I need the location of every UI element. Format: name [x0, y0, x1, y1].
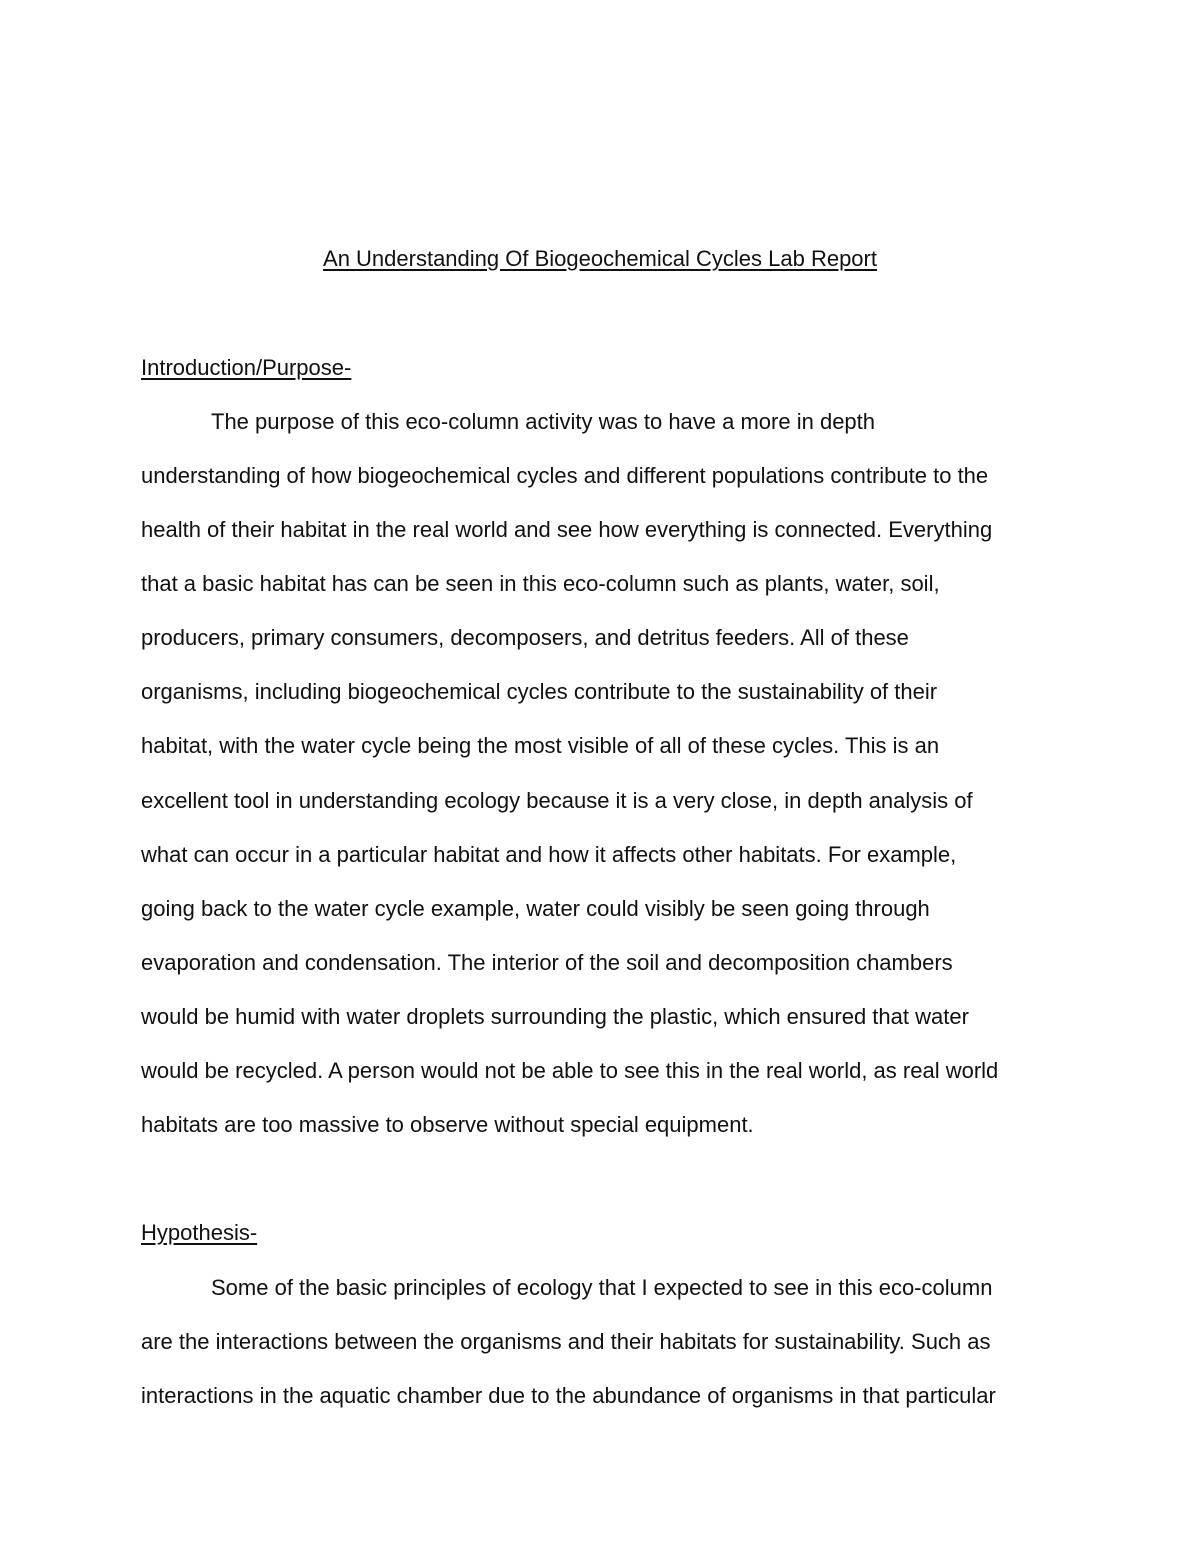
paragraph-line: would be humid with water droplets surrounding the plastic, which ensured that water [141, 1004, 969, 1029]
paragraph-line: that a basic habitat has can be seen in this eco-column such as plants, water, soil, [141, 571, 940, 596]
paragraph-line: habitat, with the water cycle being the most visible of all of these cycles. This is an [141, 733, 940, 758]
paragraph-line: health of their habitat in the real world and see how everything is connected. Everything [141, 517, 993, 542]
paragraph-line: what can occur in a particular habitat and how it affects other habitats. For example, [141, 842, 957, 867]
paragraph-line: producers, primary consumers, decomposers, and detritus feeders. All of these [141, 625, 909, 650]
paragraph-line: interactions in the aquatic chamber due to the abundance of organisms in that particular [141, 1383, 996, 1408]
paragraph-line: organisms, including biogeochemical cycles contribute to the sustainability of their [141, 679, 938, 704]
paragraph-line: excellent tool in understanding ecology because it is a very close, in depth analysis of [141, 788, 973, 813]
paragraph-line: Some of the basic principles of ecology that I expected to see in this eco-column [211, 1275, 993, 1300]
paragraph-line: understanding of how biogeochemical cycles and different populations contribute to the [141, 463, 989, 488]
paragraph-line: habitats are too massive to observe without special equipment. [141, 1112, 754, 1137]
document-title: An Understanding Of Biogeochemical Cycles Lab Report [323, 246, 877, 271]
section-heading-introduction: Introduction/Purpose- [141, 355, 352, 380]
paragraph-line: evaporation and condensation. The interior of the soil and decomposition chambers [141, 950, 953, 975]
paragraph-line: going back to the water cycle example, water could visibly be seen going through [141, 896, 930, 921]
paragraph-line: are the interactions between the organisms and their habitats for sustainability. Such as [141, 1329, 991, 1354]
paragraph-line: would be recycled. A person would not be able to see this in the real world, as real world [141, 1058, 999, 1083]
paragraph-line: The purpose of this eco-column activity was to have a more in depth [211, 409, 876, 434]
section-heading-hypothesis: Hypothesis- [141, 1220, 258, 1245]
